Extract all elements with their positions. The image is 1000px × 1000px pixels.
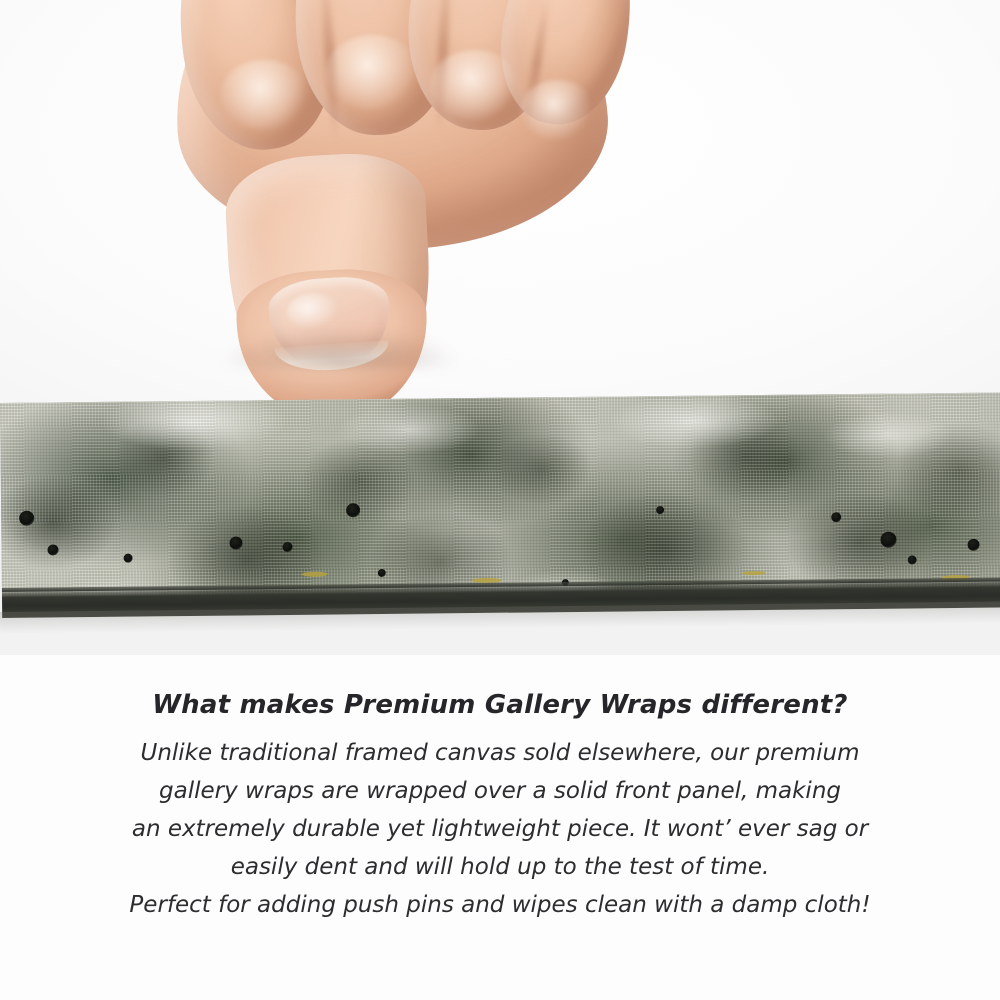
canvas-speck [346, 503, 360, 517]
caption-line: an extremely durable yet lightweight piece. It wont’ ever sag or [131, 816, 869, 842]
knuckle-highlight [520, 80, 595, 140]
knuckle-highlight [325, 35, 420, 110]
caption-line: easily dent and will hold up to the test of time. [230, 854, 770, 880]
canvas-speck [19, 511, 34, 526]
knuckle-highlight [220, 60, 310, 130]
caption-line: Perfect for adding push pins and wipes clean with a damp cloth! [129, 892, 871, 918]
canvas-speck [378, 569, 386, 577]
canvas-speck [967, 539, 979, 551]
caption-title: What makes Premium Gallery Wraps different? [152, 690, 848, 720]
canvas-speck [908, 555, 917, 564]
canvas-speck [880, 532, 896, 548]
canvas-speck [282, 542, 292, 552]
fingernail-shine [286, 291, 340, 331]
contact-shadow [225, 328, 455, 368]
canvas-speck [124, 554, 133, 563]
caption-line: Unlike traditional framed canvas sold elsewhere, our premium [140, 740, 860, 766]
knuckle-highlight [430, 50, 520, 120]
caption-line: gallery wraps are wrapped over a solid front panel, making [159, 778, 841, 804]
canvas-speck [229, 536, 242, 549]
hand-illustration [120, 0, 640, 440]
canvas-speck [47, 544, 58, 555]
canvas-speck [831, 512, 841, 522]
caption-block [0, 690, 1000, 924]
canvas-speck [656, 506, 664, 514]
canvas-wrap-edge [0, 393, 1000, 618]
